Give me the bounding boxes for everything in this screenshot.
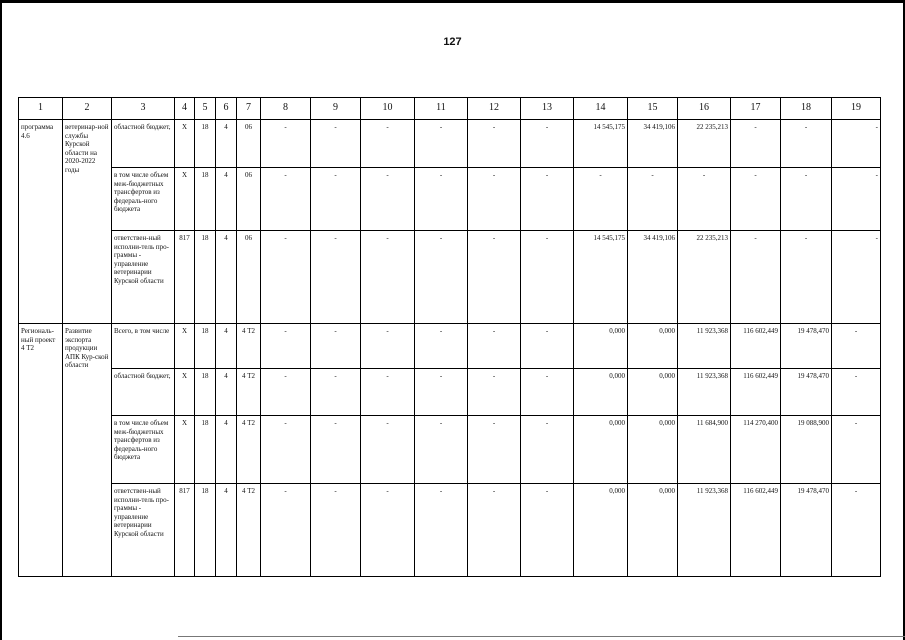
- cell: 4 Т2: [237, 416, 261, 484]
- cell: Х: [175, 168, 195, 231]
- cell: -: [311, 231, 361, 324]
- cell: -: [361, 416, 415, 484]
- cell: -: [415, 484, 468, 577]
- cell: -: [415, 168, 468, 231]
- cell: -: [261, 324, 311, 369]
- header-row: [19, 98, 881, 120]
- cell: 116 602,449: [731, 484, 781, 577]
- cell: 11 923,368: [678, 484, 731, 577]
- cell: 817: [175, 484, 195, 577]
- table-row: [19, 416, 881, 484]
- cell: -: [361, 324, 415, 369]
- cell: -: [574, 168, 628, 231]
- cell: -: [832, 324, 881, 369]
- cell: -: [731, 168, 781, 231]
- cell: 18: [195, 369, 216, 416]
- funding-source-cell: в том числе объем меж-бюджетных трансфертов из федераль-ного бюджета: [112, 168, 175, 231]
- cell: -: [261, 168, 311, 231]
- cell: -: [468, 168, 521, 231]
- cell: -: [311, 168, 361, 231]
- cell: 0,000: [628, 484, 678, 577]
- cell: 19 088,900: [781, 416, 832, 484]
- cell: -: [832, 168, 881, 231]
- cell: Х: [175, 324, 195, 369]
- cell: -: [261, 416, 311, 484]
- cell: Х: [175, 120, 195, 168]
- cell: 817: [175, 231, 195, 324]
- cell: -: [678, 168, 731, 231]
- cell: 06: [237, 231, 261, 324]
- cell: -: [415, 369, 468, 416]
- page-number: 127: [443, 36, 462, 48]
- cell: -: [781, 231, 832, 324]
- cell: 18: [195, 120, 216, 168]
- cell: -: [311, 416, 361, 484]
- cell: -: [781, 168, 832, 231]
- table-row: [19, 168, 881, 231]
- cell: -: [521, 416, 574, 484]
- cell: 14 545,175: [574, 120, 628, 168]
- funding-source-cell: областной бюджет,: [112, 120, 175, 168]
- col-header: 17: [731, 98, 781, 120]
- cell: Х: [175, 369, 195, 416]
- cell: 18: [195, 416, 216, 484]
- cell: 06: [237, 120, 261, 168]
- cell: 0,000: [574, 369, 628, 416]
- cell: -: [415, 324, 468, 369]
- cell: 116 602,449: [731, 369, 781, 416]
- cell: 4: [216, 369, 237, 416]
- cell: -: [832, 416, 881, 484]
- cell: -: [521, 484, 574, 577]
- col-header: 10: [361, 98, 415, 120]
- cell: -: [521, 120, 574, 168]
- col-header: 15: [628, 98, 678, 120]
- cell: -: [832, 231, 881, 324]
- cell: -: [361, 120, 415, 168]
- cell: 4 Т2: [237, 324, 261, 369]
- table-row: [19, 324, 881, 369]
- cell: -: [468, 369, 521, 416]
- page-border-top: [0, 0, 905, 3]
- cell: -: [311, 484, 361, 577]
- cell: 18: [195, 484, 216, 577]
- col-header: 5: [195, 98, 216, 120]
- cell: -: [261, 484, 311, 577]
- cell: -: [311, 369, 361, 416]
- cell: 18: [195, 231, 216, 324]
- col-header: 13: [521, 98, 574, 120]
- cell: 4: [216, 120, 237, 168]
- cell: 11 684,900: [678, 416, 731, 484]
- cell: -: [415, 120, 468, 168]
- col-header: 8: [261, 98, 311, 120]
- cell: -: [731, 231, 781, 324]
- cell: -: [832, 369, 881, 416]
- cell: -: [781, 120, 832, 168]
- col-header: 18: [781, 98, 832, 120]
- cell: 34 419,106: [628, 120, 678, 168]
- funding-source-cell: ответствен-ный исполни-тель про-граммы - управление ветеринарии Курской области: [112, 231, 175, 324]
- cell: -: [361, 369, 415, 416]
- cell: 4: [216, 231, 237, 324]
- project-name-cell: Развитие экспорта продукции АПК Кур-ской области: [63, 324, 112, 577]
- cell: -: [468, 484, 521, 577]
- table-row: [19, 369, 881, 416]
- cell: -: [832, 120, 881, 168]
- cell: 11 923,368: [678, 369, 731, 416]
- cell: 22 235,213: [678, 120, 731, 168]
- cell: -: [521, 324, 574, 369]
- col-header: 7: [237, 98, 261, 120]
- cell: 0,000: [628, 324, 678, 369]
- program-cell: программа 4.6: [19, 120, 63, 324]
- cell: 0,000: [574, 416, 628, 484]
- col-header: 1: [19, 98, 63, 120]
- cell: -: [468, 120, 521, 168]
- table-row: [19, 120, 881, 168]
- funding-source-cell: областной бюджет,: [112, 369, 175, 416]
- cell: -: [311, 120, 361, 168]
- cell: 14 545,175: [574, 231, 628, 324]
- cell: -: [361, 231, 415, 324]
- cell: 0,000: [574, 324, 628, 369]
- cell: 116 602,449: [731, 324, 781, 369]
- program-name-cell: ветеринар-ной службы Курской области на 2020-2022 годы: [63, 120, 112, 324]
- cell: 19 478,470: [781, 484, 832, 577]
- col-header: 9: [311, 98, 361, 120]
- cell: 4 Т2: [237, 484, 261, 577]
- col-header: 19: [832, 98, 881, 120]
- cell: -: [361, 168, 415, 231]
- cell: 19 478,470: [781, 324, 832, 369]
- cell: -: [468, 416, 521, 484]
- cell: 18: [195, 168, 216, 231]
- cell: 4: [216, 416, 237, 484]
- col-header: 6: [216, 98, 237, 120]
- cell: -: [521, 369, 574, 416]
- cell: 18: [195, 324, 216, 369]
- cell: -: [361, 484, 415, 577]
- cell: -: [521, 231, 574, 324]
- cell: -: [731, 120, 781, 168]
- cell: 34 419,106: [628, 231, 678, 324]
- funding-source-cell: ответствен-ный исполни-тель про-граммы - управление ветеринарии Курской области: [112, 484, 175, 577]
- col-header: 3: [112, 98, 175, 120]
- cell: -: [261, 120, 311, 168]
- col-header: 16: [678, 98, 731, 120]
- cell: -: [415, 231, 468, 324]
- cell: 11 923,368: [678, 324, 731, 369]
- cell: -: [415, 416, 468, 484]
- cell: 114 270,400: [731, 416, 781, 484]
- cell: 22 235,213: [678, 231, 731, 324]
- funding-source-cell: в том числе объем меж-бюджетных трансфертов из федераль-ного бюджета: [112, 416, 175, 484]
- col-header: 2: [63, 98, 112, 120]
- cell: -: [468, 231, 521, 324]
- cell: -: [468, 324, 521, 369]
- col-header: 11: [415, 98, 468, 120]
- cell: -: [521, 168, 574, 231]
- col-header: 12: [468, 98, 521, 120]
- funding-source-cell: Всего, в том числе: [112, 324, 175, 369]
- cell: -: [311, 324, 361, 369]
- cell: 0,000: [574, 484, 628, 577]
- cell: -: [261, 231, 311, 324]
- page-border-left: [0, 0, 2, 640]
- cell: 06: [237, 168, 261, 231]
- cell: -: [628, 168, 678, 231]
- table-row: [19, 231, 881, 324]
- cell: -: [261, 369, 311, 416]
- cell: 0,000: [628, 416, 678, 484]
- cell: 4: [216, 484, 237, 577]
- cell: 4 Т2: [237, 369, 261, 416]
- budget-table: [18, 97, 881, 577]
- cell: 0,000: [628, 369, 678, 416]
- cell: Х: [175, 416, 195, 484]
- cell: -: [832, 484, 881, 577]
- col-header: 4: [175, 98, 195, 120]
- cell: 4: [216, 324, 237, 369]
- col-header: 14: [574, 98, 628, 120]
- cell: 4: [216, 168, 237, 231]
- cell: 19 478,470: [781, 369, 832, 416]
- table-row: [19, 484, 881, 577]
- page-border-bottom: [178, 636, 905, 637]
- project-cell: Региональ-ный проект 4 Т2: [19, 324, 63, 577]
